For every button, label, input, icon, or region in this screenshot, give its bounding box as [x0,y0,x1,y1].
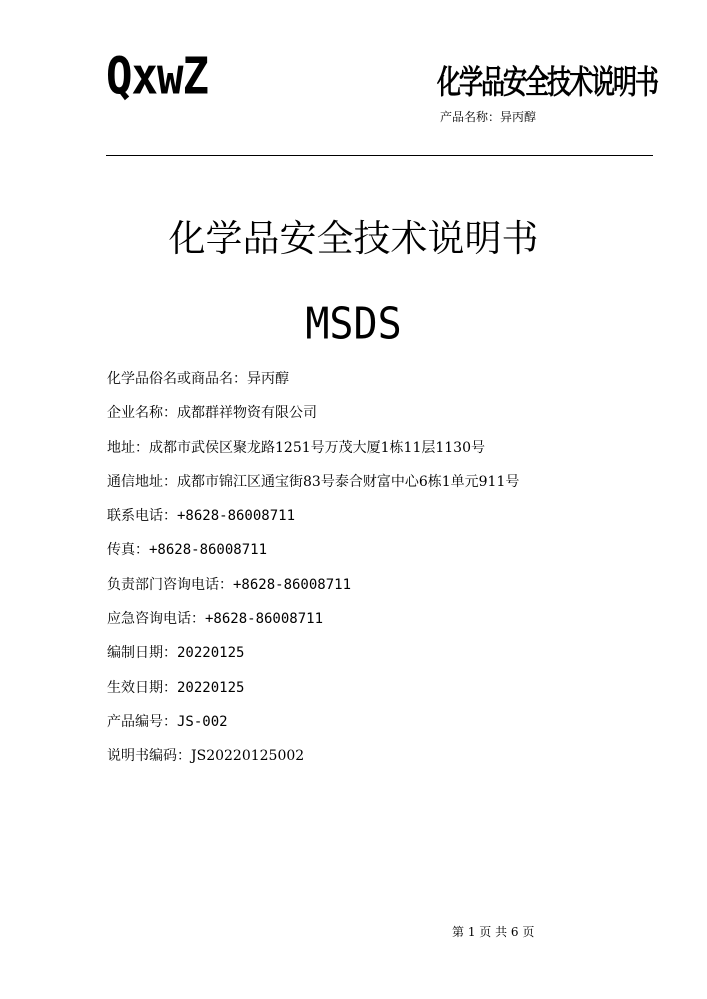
info-label: 生效日期： [107,679,177,696]
info-value: +8628-86008711 [205,611,324,628]
info-item-document-code [107,746,519,780]
info-value: 成都市锦江区通宝街83号泰合财富中心6栋1单元911号 [177,473,520,490]
info-label: 企业名称： [107,405,177,422]
document-title: 化学品安全技术说明书 [168,217,539,260]
info-label: 地址： [107,439,149,456]
document-subtitle: MSDS [305,298,402,350]
info-item-phone [107,506,519,540]
info-value: 成都市武侯区聚龙路1251号万茂大厦1栋11层1130号 [149,439,485,456]
info-item-address [107,438,519,472]
info-item-department-phone [107,575,519,609]
info-label: 通信地址： [107,473,177,490]
info-label: 联系电话： [107,508,177,525]
info-value: 异丙醇 [247,371,289,387]
info-label: 传真： [107,542,149,559]
info-item-company [107,403,519,437]
info-item-product-number [107,712,519,746]
info-value: 成都群祥物资有限公司 [177,405,317,422]
info-label: 编制日期： [107,645,177,662]
info-value: +8628-86008711 [233,576,352,593]
info-label: 化学品俗名或商品名： [107,371,247,387]
info-value: 20220125 [177,645,245,662]
info-item-compile-date [107,643,519,677]
page-number: 第 1 页 共 6 页 [452,925,535,939]
info-list [107,369,519,781]
info-label: 说明书编码： [107,748,191,765]
info-item-emergency-phone [107,609,519,643]
info-item-mailing-address [107,472,519,506]
info-value: JS20220125002 [191,748,305,765]
info-item-fax [107,540,519,574]
header-divider [106,155,653,156]
header-title: 化学品安全技术说明书 [437,63,657,102]
info-value: 20220125 [177,679,245,696]
info-item-effective-date [107,678,519,712]
logo: QxwZ [106,47,208,107]
info-value: +8628-86008711 [177,508,296,525]
info-value: JS-002 [177,713,228,730]
info-label: 应急咨询电话： [107,611,205,628]
info-value: +8628-86008711 [149,542,268,559]
info-item-trade-name [107,369,519,403]
info-label: 产品编号： [107,713,177,730]
header-product-name: 产品名称：异丙醇 [440,110,537,124]
info-label: 负责部门咨询电话： [107,576,233,593]
